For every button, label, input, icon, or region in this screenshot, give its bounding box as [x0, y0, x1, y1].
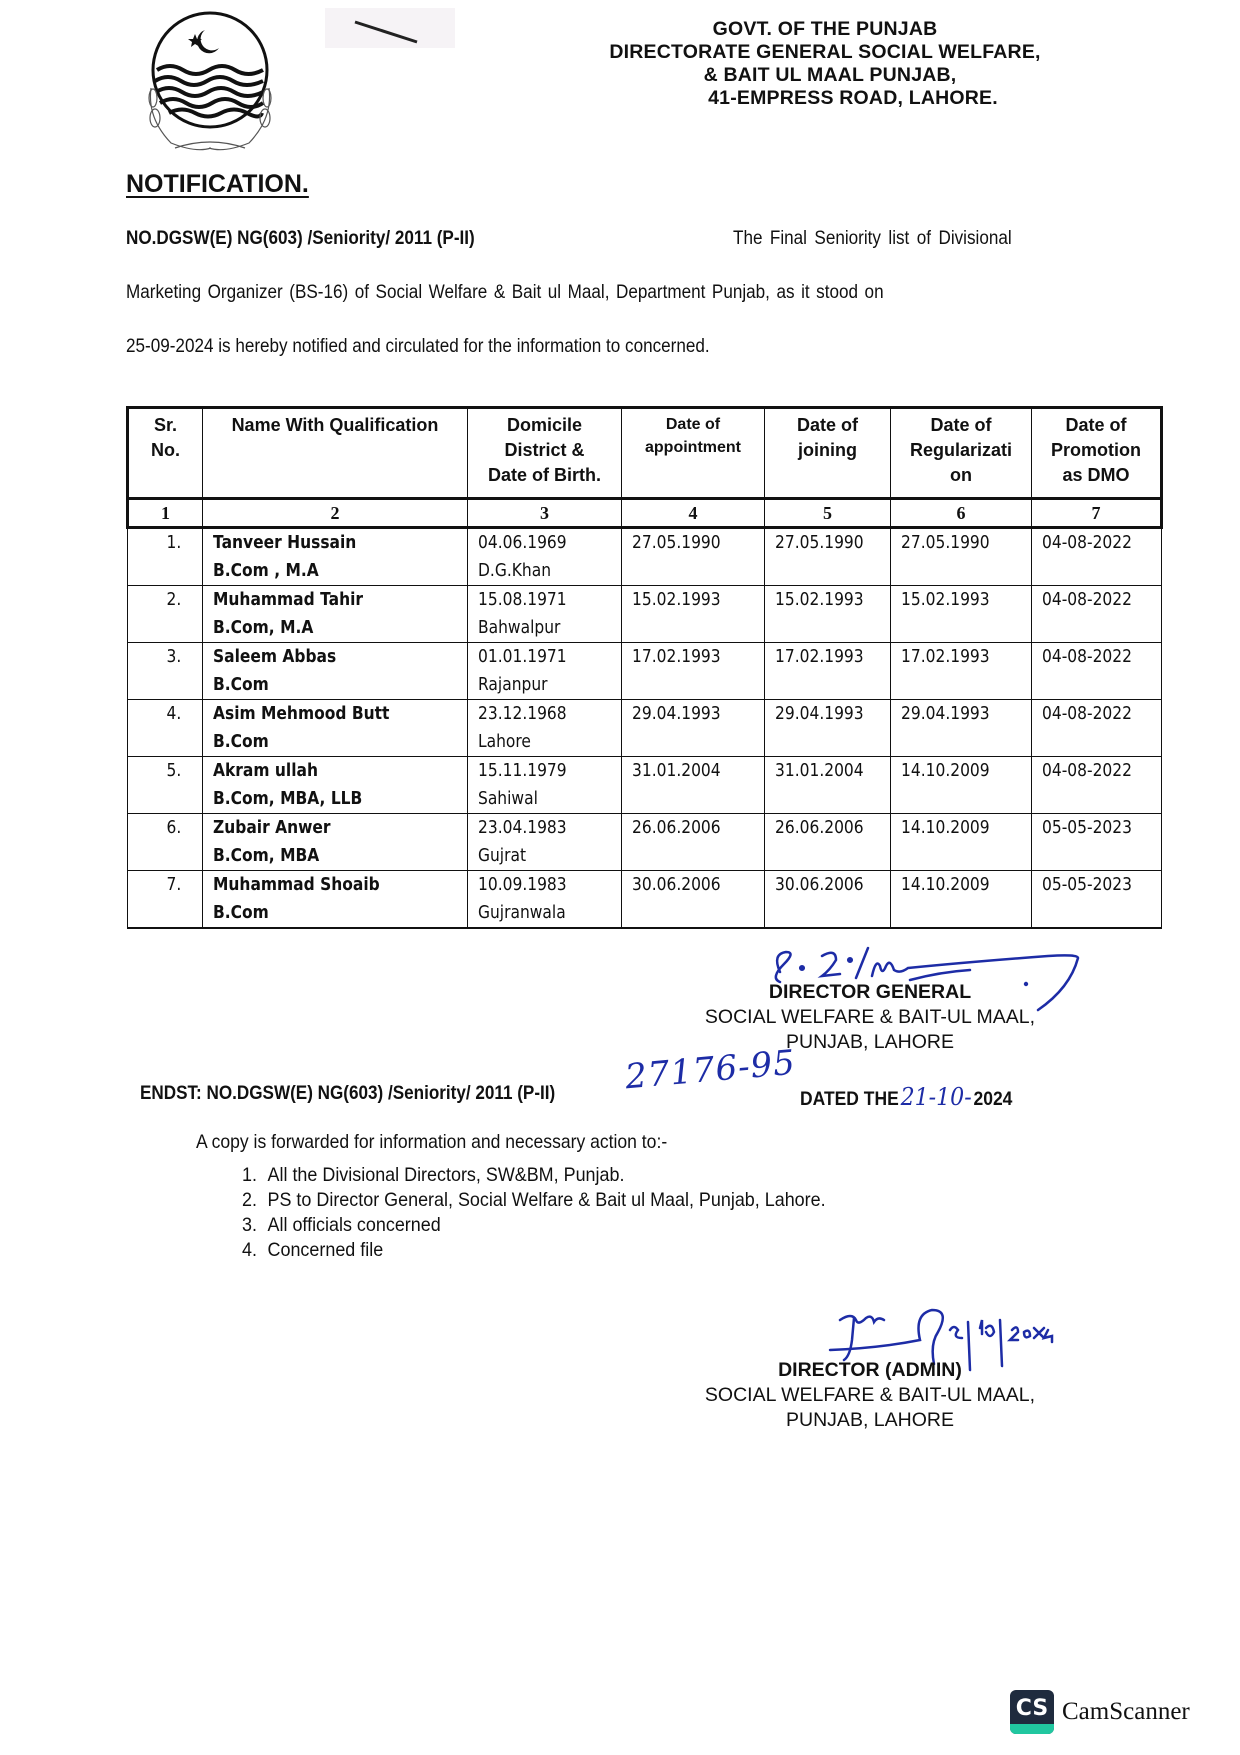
table-row	[128, 700, 1162, 757]
cell-sr-no	[128, 528, 203, 586]
employee-qualification: B.Com	[213, 731, 269, 752]
cell-regularization: 29.04.1993	[901, 703, 990, 724]
cell-sr-no	[128, 643, 203, 700]
cell-promotion: 04-08-2022	[1042, 760, 1132, 781]
cell-sr: 4.	[166, 703, 182, 724]
cell-name-qualification	[203, 586, 468, 643]
date-of-birth: 23.04.1983	[478, 817, 567, 838]
cell-date-joining	[765, 757, 891, 814]
cell-date-appointment	[622, 643, 765, 700]
endorsement-reference: ENDST: NO.DGSW(E) NG(603) /Seniority/ 2011 (P-II)	[140, 1083, 556, 1104]
cell-regularization: 14.10.2009	[901, 817, 990, 838]
table-row	[128, 814, 1162, 871]
dated-label: DATED THE	[800, 1089, 899, 1110]
col-header-appointment: Date of appointment	[622, 408, 765, 499]
list-item: 3. All officials concerned	[262, 1213, 826, 1238]
cell-promotion: 04-08-2022	[1042, 532, 1132, 553]
table-row	[128, 528, 1162, 586]
cell-date-promotion	[1032, 814, 1162, 871]
cell-joining: 29.04.1993	[775, 703, 864, 724]
cell-date-promotion	[1032, 700, 1162, 757]
cell-date-regularization	[891, 528, 1032, 586]
cell-date-joining	[765, 643, 891, 700]
domicile-district: Bahwalpur	[478, 617, 561, 638]
cell-date-appointment	[622, 814, 765, 871]
column-number-row	[128, 499, 1162, 528]
cell-appointment: 17.02.1993	[632, 646, 721, 667]
director-general-location: PUNJAB, LAHORE	[786, 1031, 954, 1053]
cell-name-qualification	[203, 757, 468, 814]
cell-promotion: 04-08-2022	[1042, 646, 1132, 667]
domicile-district: Gujrat	[478, 845, 527, 866]
intro-text-line-1: The Final Seniority list of Divisional	[733, 228, 1012, 249]
col-header-regularization: Date of Regularizati on	[891, 408, 1032, 499]
domicile-district: D.G.Khan	[478, 560, 552, 581]
cell-appointment: 30.06.2006	[632, 874, 721, 895]
cell-date-regularization	[891, 757, 1032, 814]
cell-name-qualification	[203, 528, 468, 586]
director-admin-block	[660, 1358, 1080, 1433]
recipients-list	[232, 1163, 875, 1263]
cell-domicile-dob	[468, 643, 622, 700]
handwritten-dispatch-number: 27176-95	[623, 1042, 798, 1098]
cell-regularization: 15.02.1993	[901, 589, 990, 610]
cell-sr: 7.	[166, 874, 182, 895]
employee-name: Tanveer Hussain	[213, 532, 357, 553]
cell-domicile-dob	[468, 814, 622, 871]
director-general-block	[660, 980, 1080, 1055]
cell-date-regularization	[891, 586, 1032, 643]
cell-joining: 15.02.1993	[775, 589, 864, 610]
cell-date-joining	[765, 814, 891, 871]
employee-name: Asim Mehmood Butt	[213, 703, 390, 724]
table-row	[128, 757, 1162, 814]
employee-name: Muhammad Tahir	[213, 589, 364, 610]
cell-date-appointment	[622, 700, 765, 757]
director-general-title: DIRECTOR GENERAL	[768, 981, 972, 1003]
date-of-birth: 15.11.1979	[478, 760, 567, 781]
cell-date-regularization	[891, 643, 1032, 700]
domicile-district: Sahiwal	[478, 788, 538, 809]
list-item: 4. Concerned file	[262, 1238, 826, 1263]
cell-regularization: 14.10.2009	[901, 760, 990, 781]
notification-title: NOTIFICATION.	[126, 170, 309, 198]
cell-domicile-dob	[468, 757, 622, 814]
cell-sr-no	[128, 871, 203, 929]
cell-promotion: 04-08-2022	[1042, 589, 1132, 610]
table-row	[128, 871, 1162, 929]
cell-date-promotion	[1032, 643, 1162, 700]
cell-appointment: 29.04.1993	[632, 703, 721, 724]
date-of-birth: 04.06.1969	[478, 532, 567, 553]
col-header-name: Name With Qualification	[203, 408, 468, 499]
employee-qualification: B.Com, M.A	[213, 617, 314, 638]
cell-date-joining	[765, 700, 891, 757]
employee-qualification: B.Com, MBA, LLB	[213, 788, 363, 809]
pin-mark-icon	[325, 8, 455, 48]
column-number: 7	[1032, 499, 1162, 528]
punjab-emblem-icon	[145, 8, 275, 158]
cell-promotion: 05-05-2023	[1042, 874, 1132, 895]
dated-year: 2024	[973, 1089, 1013, 1110]
date-of-birth: 23.12.1968	[478, 703, 567, 724]
paper-scrap	[325, 8, 455, 48]
camscanner-watermark	[1010, 1690, 1190, 1734]
cell-joining: 30.06.2006	[775, 874, 864, 895]
cell-name-qualification	[203, 871, 468, 929]
endorsement-date	[800, 1083, 1012, 1111]
domicile-district: Gujranwala	[478, 902, 566, 923]
cell-joining: 26.06.2006	[775, 817, 864, 838]
cell-regularization: 14.10.2009	[901, 874, 990, 895]
col-header-joining: Date of joining	[765, 408, 891, 499]
cell-date-regularization	[891, 700, 1032, 757]
cell-joining: 27.05.1990	[775, 532, 864, 553]
cell-date-appointment	[622, 528, 765, 586]
employee-qualification: B.Com	[213, 674, 269, 695]
copy-forwarded-line: A copy is forwarded for information and necessary action to:-	[196, 1131, 668, 1153]
date-of-birth: 01.01.1971	[478, 646, 567, 667]
intro-text-line-3: 25-09-2024 is hereby notified and circulated for the information to concerned.	[126, 336, 710, 357]
cell-appointment: 27.05.1990	[632, 532, 721, 553]
cell-name-qualification	[203, 700, 468, 757]
cell-domicile-dob	[468, 700, 622, 757]
col-header-promotion: Date of Promotion as DMO	[1032, 408, 1162, 499]
employee-name: Akram ullah	[213, 760, 318, 781]
letterhead-line-address: 41-EMPRESS ROAD, LAHORE.	[708, 87, 998, 109]
cell-date-joining	[765, 528, 891, 586]
director-general-org: SOCIAL WELFARE & BAIT-UL MAAL,	[704, 1006, 1036, 1028]
cell-date-regularization	[891, 814, 1032, 871]
cell-regularization: 17.02.1993	[901, 646, 990, 667]
cell-sr-no	[128, 757, 203, 814]
director-admin-location: PUNJAB, LAHORE	[786, 1409, 954, 1431]
column-number: 6	[891, 499, 1032, 528]
column-number: 5	[765, 499, 891, 528]
cell-domicile-dob	[468, 528, 622, 586]
cell-domicile-dob	[468, 586, 622, 643]
cell-date-joining	[765, 586, 891, 643]
employee-qualification: B.Com , M.A	[213, 560, 319, 581]
cell-date-promotion	[1032, 757, 1162, 814]
list-item: 2. PS to Director General, Social Welfare & Bait ul Maal, Punjab, Lahore.	[262, 1188, 826, 1213]
col-header-sr-no: Sr. No.	[128, 408, 203, 499]
cell-joining: 17.02.1993	[775, 646, 864, 667]
employee-name: Zubair Anwer	[213, 817, 331, 838]
cell-date-appointment	[622, 757, 765, 814]
cell-sr: 3.	[166, 646, 182, 667]
column-number: 4	[622, 499, 765, 528]
cell-name-qualification	[203, 643, 468, 700]
domicile-district: Rajanpur	[478, 674, 548, 695]
cell-domicile-dob	[468, 871, 622, 929]
employee-qualification: B.Com, MBA	[213, 845, 320, 866]
date-of-birth: 10.09.1983	[478, 874, 567, 895]
cell-date-appointment	[622, 586, 765, 643]
director-admin-org: SOCIAL WELFARE & BAIT-UL MAAL,	[704, 1384, 1036, 1406]
letterhead-line-directorate: DIRECTORATE GENERAL SOCIAL WELFARE,	[609, 41, 1041, 63]
cell-date-promotion	[1032, 528, 1162, 586]
cell-sr: 2.	[166, 589, 182, 610]
cell-sr-no	[128, 700, 203, 757]
director-admin-title: DIRECTOR (ADMIN)	[778, 1359, 962, 1381]
employee-name: Saleem Abbas	[213, 646, 337, 667]
table-row	[128, 643, 1162, 700]
cell-regularization: 27.05.1990	[901, 532, 990, 553]
cell-date-promotion	[1032, 871, 1162, 929]
cell-date-regularization	[891, 871, 1032, 929]
cell-date-joining	[765, 871, 891, 929]
cell-sr-no	[128, 586, 203, 643]
letterhead-line-bait-ul-maal: & BAIT UL MAAL PUNJAB,	[703, 64, 957, 86]
cell-joining: 31.01.2004	[775, 760, 864, 781]
list-item: 1. All the Divisional Directors, SW&BM, Punjab.	[262, 1163, 826, 1188]
cell-sr: 1.	[166, 532, 182, 553]
reference-number: NO.DGSW(E) NG(603) /Seniority/ 2011 (P-II)	[126, 228, 475, 249]
cell-appointment: 26.06.2006	[632, 817, 721, 838]
cell-date-appointment	[622, 871, 765, 929]
cell-name-qualification	[203, 814, 468, 871]
cell-appointment: 15.02.1993	[632, 589, 721, 610]
table-header-row	[128, 408, 1162, 499]
date-of-birth: 15.08.1971	[478, 589, 567, 610]
cell-sr-no	[128, 814, 203, 871]
cell-appointment: 31.01.2004	[632, 760, 721, 781]
letterhead	[575, 18, 1075, 110]
camscanner-name: CamScanner	[1062, 1698, 1190, 1725]
intro-text-line-2: Marketing Organizer (BS-16) of Social Welfare & Bait ul Maal, Department Punjab, as it stood on	[126, 282, 884, 303]
dated-handwritten: 21-10-	[900, 1083, 972, 1111]
seniority-table	[126, 406, 1163, 929]
employee-qualification: B.Com	[213, 902, 269, 923]
column-number: 3	[468, 499, 622, 528]
cell-sr: 5.	[166, 760, 182, 781]
col-header-domicile-dob: Domicile District & Date of Birth.	[468, 408, 622, 499]
cell-promotion: 05-05-2023	[1042, 817, 1132, 838]
domicile-district: Lahore	[478, 731, 531, 752]
cell-sr: 6.	[166, 817, 182, 838]
column-number: 2	[203, 499, 468, 528]
employee-name: Muhammad Shoaib	[213, 874, 380, 895]
camscanner-logo-icon: CS	[1010, 1690, 1054, 1734]
column-number: 1	[128, 499, 203, 528]
cell-date-promotion	[1032, 586, 1162, 643]
letterhead-line-govt: GOVT. OF THE PUNJAB	[712, 18, 938, 40]
table-row	[128, 586, 1162, 643]
cell-promotion: 04-08-2022	[1042, 703, 1132, 724]
